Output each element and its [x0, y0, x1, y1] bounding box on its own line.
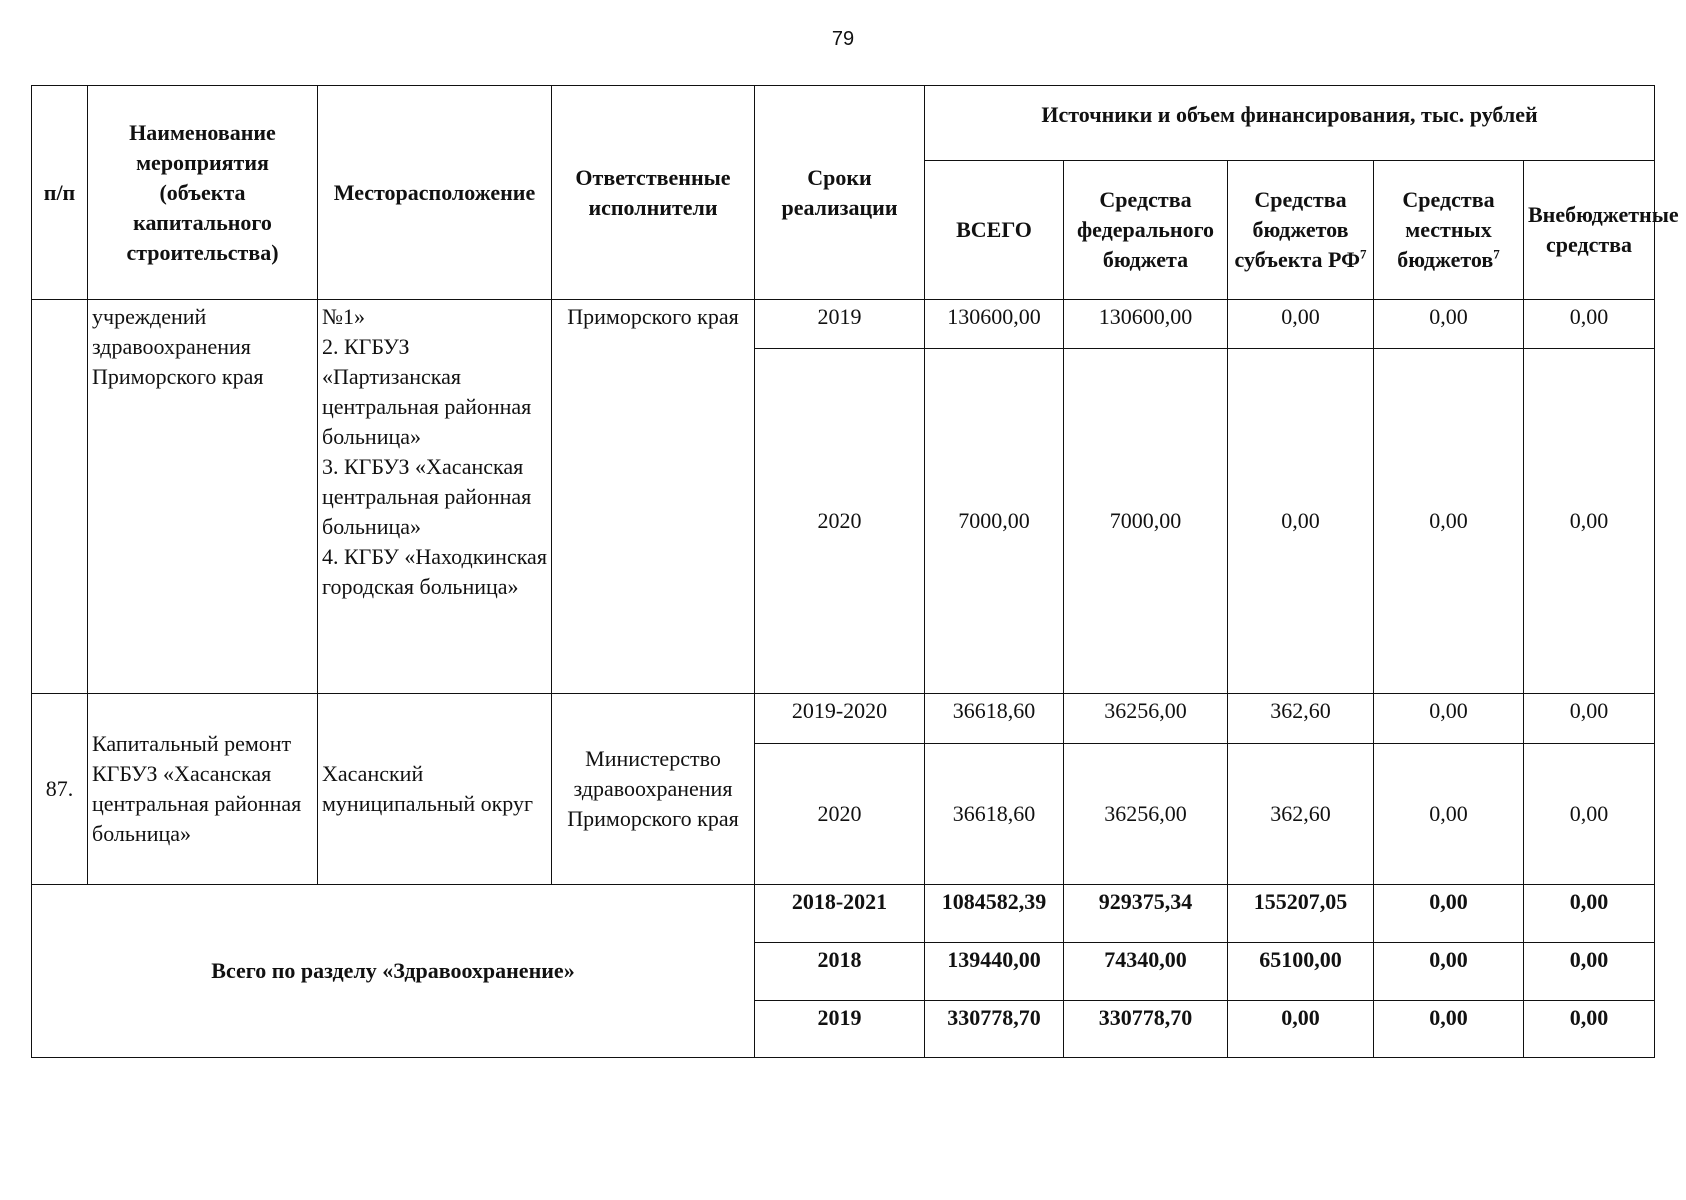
- total-cell: 7000,00: [925, 349, 1064, 694]
- federal-cell: 330778,70: [1064, 1001, 1228, 1058]
- header-extra: Внебюджетные средства: [1524, 161, 1655, 300]
- event-location: №1» 2. КГБУЗ «Партизанская центральная районная больница» 3. КГБУЗ «Хасанская центральная районная больница» 4. КГБУ «Находкинская городская больница»: [318, 300, 552, 694]
- header-subject-label: Средства бюджетов субъекта РФ: [1234, 187, 1360, 272]
- federal-cell: 929375,34: [1064, 885, 1228, 943]
- local-cell: 0,00: [1374, 349, 1524, 694]
- header-location: Месторасположение: [318, 86, 552, 300]
- header-pp: п/п: [32, 86, 88, 300]
- subject-cell: 0,00: [1228, 300, 1374, 349]
- local-cell: 0,00: [1374, 300, 1524, 349]
- header-local: [1374, 161, 1524, 300]
- federal-cell: 7000,00: [1064, 349, 1228, 694]
- local-cell: 0,00: [1374, 1001, 1524, 1058]
- header-responsible: Ответственные исполнители: [552, 86, 755, 300]
- total-cell: 330778,70: [925, 1001, 1064, 1058]
- term-cell: 2018-2021: [755, 885, 925, 943]
- subject-cell: 362,60: [1228, 744, 1374, 885]
- header-local-label: Средства местных бюджетов: [1397, 187, 1495, 272]
- term-cell: 2019: [755, 300, 925, 349]
- total-cell: 139440,00: [925, 943, 1064, 1001]
- subject-cell: 155207,05: [1228, 885, 1374, 943]
- section-total-label: Всего по разделу «Здравоохранение»: [32, 885, 755, 1058]
- subject-cell: 362,60: [1228, 694, 1374, 744]
- event-responsible: Приморского края: [552, 300, 755, 694]
- header-total: ВСЕГО: [925, 161, 1064, 300]
- local-cell: 0,00: [1374, 885, 1524, 943]
- header-local-footnote: 7: [1493, 246, 1500, 262]
- header-subject: [1228, 161, 1374, 300]
- federal-cell: 36256,00: [1064, 744, 1228, 885]
- total-cell: 1084582,39: [925, 885, 1064, 943]
- header-terms: Сроки реализации: [755, 86, 925, 300]
- event-location: Хасанский муниципальный округ: [318, 694, 552, 885]
- row-pp-empty: [32, 300, 88, 694]
- extra-cell: 0,00: [1524, 349, 1655, 694]
- term-cell: 2019-2020: [755, 694, 925, 744]
- event-name: Капитальный ремонт КГБУЗ «Хасанская центральная районная больница»: [88, 694, 318, 885]
- header-federal: Средства федерального бюджета: [1064, 161, 1228, 300]
- event-responsible: Министерство здравоохранения Приморского края: [552, 694, 755, 885]
- local-cell: 0,00: [1374, 694, 1524, 744]
- total-cell: 130600,00: [925, 300, 1064, 349]
- federal-cell: 36256,00: [1064, 694, 1228, 744]
- financing-table: [31, 85, 1679, 1058]
- extra-cell: 0,00: [1524, 744, 1655, 885]
- header-subject-footnote: 7: [1359, 246, 1367, 262]
- term-cell: 2020: [755, 744, 925, 885]
- federal-cell: 130600,00: [1064, 300, 1228, 349]
- extra-cell: 0,00: [1524, 694, 1655, 744]
- extra-cell: 0,00: [1524, 943, 1655, 1001]
- subject-cell: 65100,00: [1228, 943, 1374, 1001]
- extra-cell: 0,00: [1524, 885, 1655, 943]
- extra-cell: 0,00: [1524, 1001, 1655, 1058]
- term-cell: 2018: [755, 943, 925, 1001]
- extra-cell: 0,00: [1524, 300, 1655, 349]
- total-cell: 36618,60: [925, 694, 1064, 744]
- header-sources: Источники и объем финансирования, тыс. рублей: [925, 86, 1655, 161]
- subject-cell: 0,00: [1228, 1001, 1374, 1058]
- local-cell: 0,00: [1374, 744, 1524, 885]
- term-cell: 2019: [755, 1001, 925, 1058]
- federal-cell: 74340,00: [1064, 943, 1228, 1001]
- local-cell: 0,00: [1374, 943, 1524, 1001]
- event-name: учреждений здравоохранения Приморского края: [88, 300, 318, 694]
- row-pp-number: 87.: [32, 694, 88, 885]
- total-cell: 36618,60: [925, 744, 1064, 885]
- subject-cell: 0,00: [1228, 349, 1374, 694]
- header-name: Наименование мероприятия (объекта капитального строительства): [88, 86, 318, 300]
- term-cell: 2020: [755, 349, 925, 694]
- page-number: 79: [831, 28, 855, 50]
